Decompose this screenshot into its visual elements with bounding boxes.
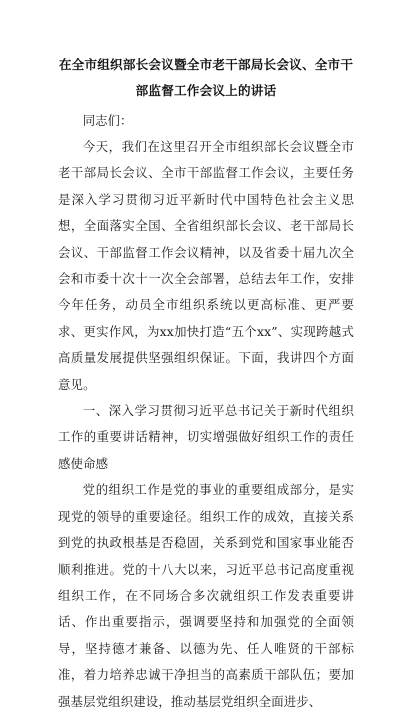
paragraph-intro: 今天，我们在这里召开全市组织部长会议暨全市老干部局长会议、全市干部监督工作会议，主要任务是深入学习贯彻习近平新时代中国特色社会主义思想，全面落实全国、全省组织部长会议、老干部局长会议、干部监督工作会议精神，以及省委十届九次全会和市委十次十一次全会部署，总结去年工作，安排今年任务，动员全市组织系统以更高标准、更严要求、更实作风，为xx加快打造“五个xx”、实现跨越式高质量发展提供坚强组织保证。下面，我讲四个方面意见。 [58, 139, 354, 392]
salutation: 同志们： [82, 113, 133, 128]
paragraph-body: 党的组织工作是党的事业的重要组成部分，是实现党的领导的重要途径。组织工作的成效，直接关系到党的执政根基是否稳固，关系到党和国家事业能否顺利推进。党的十八大以来，习近平总书记高度重视组织工作，在不同场合多次就组织工作发表重要讲话、作出重要指示，强调要坚持和加强党的全面领导，坚持德才兼备、以德为先、任人唯贤的干部标准，着力培养忠诚干净担当的高素质干部队伍；要加强基层党组织建设，推动基层党组织全面进步、 [58, 482, 354, 709]
section-heading-1: 一、深入学习贯彻习近平总书记关于新时代组织工作的重要讲话精神，切实增强做好组织工作的责任感使命感 [58, 403, 354, 471]
document-title: 在全市组织部长会议暨全市老干部局长会议、全市干部监督工作会议上的讲话 [58, 57, 354, 98]
